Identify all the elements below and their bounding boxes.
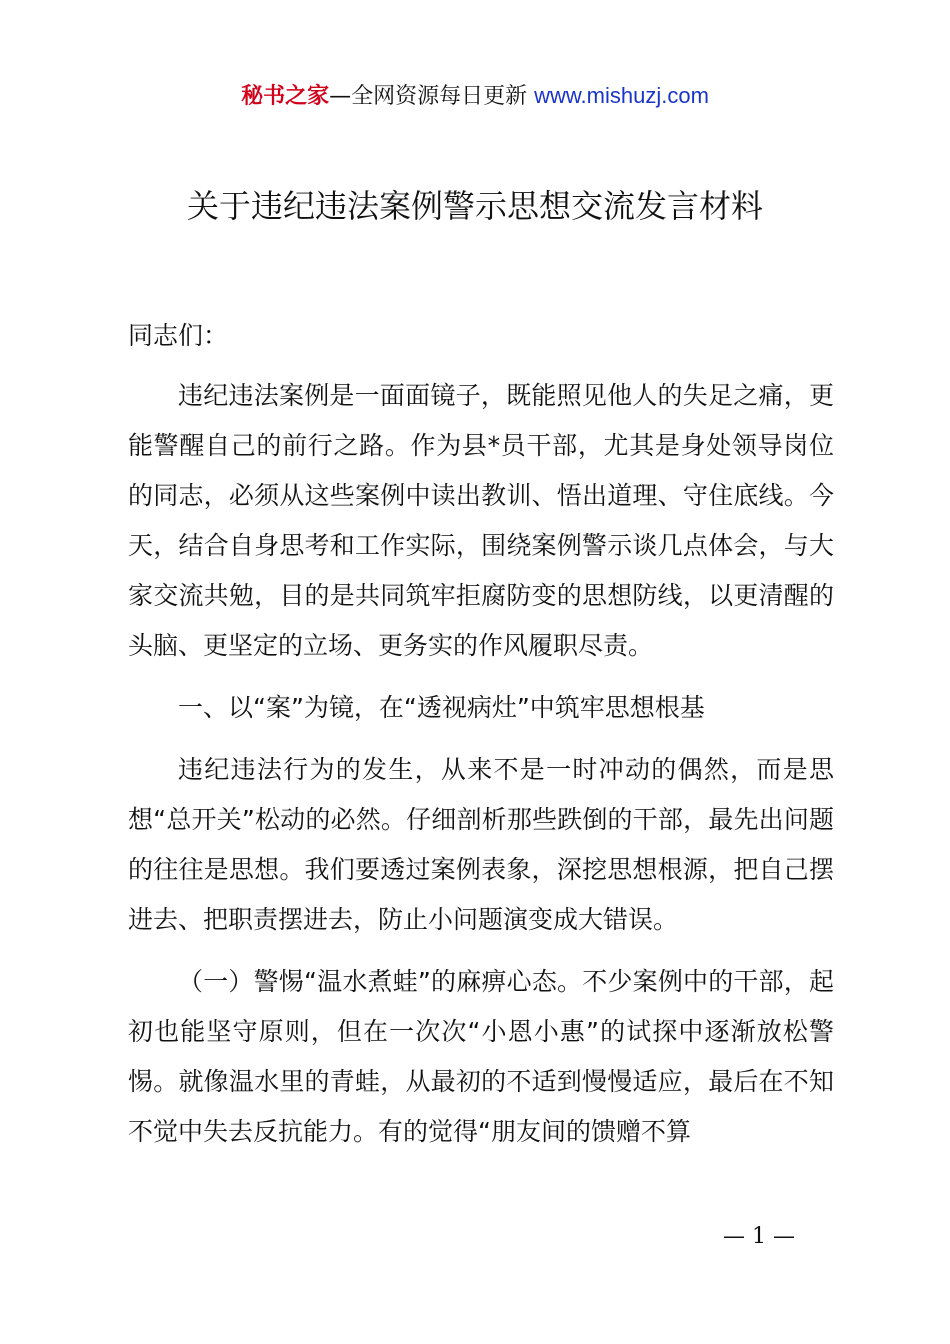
brand-name: 秘书之家 — [241, 84, 330, 109]
document-title: 关于违纪违法案例警示思想交流发言材料 — [186, 187, 763, 225]
paragraph-subsection-1: （一）警惕“温水煮蛙”的麻痹心态。不少案例中的干部，起初也能坚守原则，但在一次次“小恩小惠”的试探中逐渐放松警惕。就像温水里的青蛙，从最初的不适到慢慢适应，最后在不知不觉中失去反抗能力。有的觉得“朋友间的馈赠不算 — [128, 967, 834, 1146]
page-number: — 1 — — [723, 1224, 795, 1249]
header-slogan: —全网资源每日更新 — [329, 84, 535, 109]
paragraph-intro: 违纪违法案例是一面面镜子，既能照见他人的失足之痛，更能警醒自己的前行之路。作为县*员干部，尤其是身处领导岗位的同志，必须从这些案例中读出教训、悟出道理、守住底线。今天，结合自身思考和工作实际，围绕案例警示谈几点体会，与大家交流共勉，目的是共同筑牢拒腐防变的思想防线，以更清醒的头脑、更坚定的立场、更务实的作风履职尽责。 — [128, 381, 834, 660]
site-url-link[interactable]: www.mishuzj.com — [534, 83, 709, 108]
salutation: 同志们： — [128, 321, 229, 350]
paragraph-section-1: 违纪违法行为的发生，从来不是一时冲动的偶然，而是思想“总开关”松动的必然。仔细剖析那些跌倒的干部，最先出问题的往往是思想。我们要透过案例表象，深挖思想根源，把自己摆进去、把职责摆进去，防止小问题演变成大错误。 — [128, 755, 834, 934]
section-heading-1: 一、以“案”为镜，在“透视病灶”中筑牢思想根基 — [178, 693, 705, 722]
document-body — [128, 311, 834, 1169]
site-header — [0, 80, 950, 113]
